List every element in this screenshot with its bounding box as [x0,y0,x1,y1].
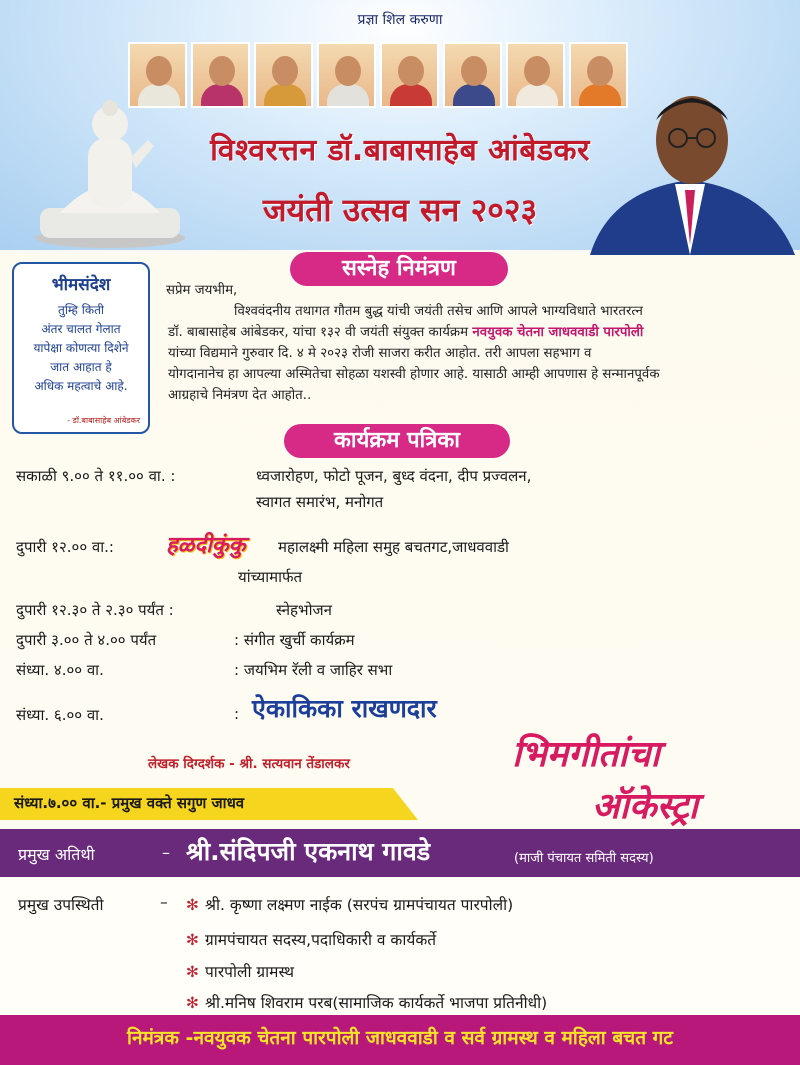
schedule-desc: ध्वजारोहण, फोटो पूजन, बुध्द वंदना, दीप प्रज्वलन, [256,467,532,485]
orchestra-title-line2: ऑकेस्ट्रा [592,786,698,827]
letter-line: आग्रहाचे निमंत्रण देत आहोत.. [168,388,312,403]
portrait-6-image [443,42,502,108]
portrait-head [272,56,298,86]
letter-line: योगदानानेच हा आपल्या अस्मितेचा सोहळा यशस्वी होणार आहे. यासाठी आम्ही आपणास हे सन्मानपूर्वक [168,367,660,382]
motto-text: प्रज्ञा शिल करुणा [357,12,443,28]
schedule-time: दुपारी १२.३० ते २.३० पर्यंत : [16,601,174,619]
presence-dash: – [160,893,168,911]
presence-item [186,960,294,982]
star-icon: ✻ [186,931,199,949]
sandesh-line: जात आहात हे [50,360,112,374]
schedule-row [16,533,786,558]
haldi-kunku-label: हळदीकुंकु [166,533,246,558]
presence-item-text: ग्रामपंचायत सदस्य,पदाधिकारी व कार्यकर्ते [205,931,437,949]
portrait-head [461,56,487,86]
invitation-letter [168,280,790,406]
portrait-body [264,84,306,108]
bhim-sandesh-box [12,262,150,434]
writer-director: लेखक दिग्दर्शक - श्री. सत्यवान तेंडालकर [148,756,350,772]
chief-guest-name: श्री.संदिपजी एकनाथ गावडे [186,837,431,866]
portrait-4-image [317,42,376,108]
schedule-desc: स्नेहभोजन [276,601,332,619]
portrait-7-image [506,42,565,108]
chief-guest-role: (माजी पंचायत समिती सदस्य) [514,851,654,866]
schedule-time: संध्या. ४.०० वा. [16,661,104,679]
portrait-head [209,56,235,86]
drama-title: ऐकाकिका राखणदार [252,694,437,723]
chief-guest-label: प्रमुख अतिथी [18,845,95,864]
sandesh-text [14,301,148,396]
schedule-time: दुपारी १२.०० वा.: [16,538,114,556]
presence-item-text: श्री.मनिष शिवराम परब(सामाजिक कार्यकर्ते भाजपा प्रतिनीधी) [205,994,548,1012]
schedule-desc: : संगीत खुर्ची कार्यक्रम [234,631,355,649]
sandesh-line: अंतर चालत गेलात [41,322,121,336]
star-icon: ✻ [186,994,199,1012]
portrait-body [327,84,369,108]
chief-guest-dash: – [162,843,170,862]
letter-line-text: डॉ. बाबासाहेब आंबेडकर, यांचा १३२ वी जयंती संयुक्त कार्यक्रम [168,325,473,340]
schedule-row [16,466,786,486]
schedule-time: संध्या. ६.०० वा. [16,706,104,724]
portrait-head [335,56,361,86]
presence-item-text: श्री. कृष्णा लक्ष्मण नाईक (सरपंच ग्रामपंचायत पारपोली) [205,896,514,914]
sandesh-line: यापेक्षा कोणत्या दिशेने [33,341,129,355]
portrait-5-image [380,42,439,108]
invitation-ribbon: सस्नेह निमंत्रण [290,252,508,286]
letter-line: यांच्या विद्यमाने गुरुवार दि. ४ मे २०२३ रोजी साजरा करीत आहोत. तरी आपला सहभाग व [168,346,592,361]
portrait-head [398,56,424,86]
program-ribbon: कार्यक्रम पत्रिका [284,424,510,458]
schedule-desc: स्वागत समारंभ, मनोगत [256,493,384,511]
organizer-footer: निमंत्रक -नवयुवक चेतना पारपोली जाधववाडी व सर्व ग्रामस्थ व महिला बचत गट [127,1027,673,1049]
schedule-colon: : [234,705,240,723]
presence-item [186,991,547,1013]
schedule-desc: यांच्यामार्फत [238,568,303,586]
presence-label: प्रमुख उपस्थिती [18,896,104,914]
schedule-time: दुपारी ३.०० ते ४.०० पर्यंत [16,631,157,649]
sandesh-line: अधिक महत्वाचे आहे. [34,379,128,393]
sandesh-line: तुम्हि किती [57,303,105,317]
schedule-row [16,630,786,650]
main-subtitle: जयंती उत्सव सन २०२३ [262,191,538,229]
chief-speaker: संध्या.७.०० वा.- प्रमुख वक्ते सगुण जाधव [14,794,245,812]
schedule-row [16,694,786,725]
portrait-head [146,56,172,86]
orchestra-title-line1: भिमगीतांचा [512,734,660,775]
schedule-desc: : जयभिम रॅली व जाहिर सभा [234,661,393,679]
letter-line: विश्ववंदनीय तथागत गौतम बुद्ध यांची जयंती तसेच आणि आपले भाग्यविधाते भारतरत्न [234,304,643,319]
portrait-body [516,84,558,108]
presence-item [186,893,513,915]
portrait-row [128,42,628,108]
portrait-2-image [191,42,250,108]
portrait-body [201,84,243,108]
sandesh-title: भीमसंदेश [51,275,111,295]
letter-greeting: सप्रेम जयभीम, [166,283,238,298]
portrait-body [390,84,432,108]
presence-item [186,928,436,950]
portrait-body [453,84,495,108]
presence-item-text: पारपोली ग्रामस्थ [205,963,295,981]
schedule-row [16,600,786,620]
star-icon: ✻ [186,896,199,914]
star-icon: ✻ [186,963,199,981]
main-title: विश्वरत्तन डॉ.बाबासाहेब आंबेडकर [210,133,590,168]
letter-line [168,322,790,343]
sandesh-signature: - डॉ.बाबासाहेब आंबेडकर [67,416,140,425]
schedule-time: सकाळी ९.०० ते ११.०० वा. : [16,467,176,485]
schedule-row [16,660,786,680]
portrait-head [524,56,550,86]
schedule-desc: महालक्ष्मी महिला समुह बचतगट,जाधववाडी [278,538,509,556]
portrait-3-image [254,42,313,108]
organizer-highlight: नवयुवक चेतना जाधववाडी पारपोली [472,325,644,340]
